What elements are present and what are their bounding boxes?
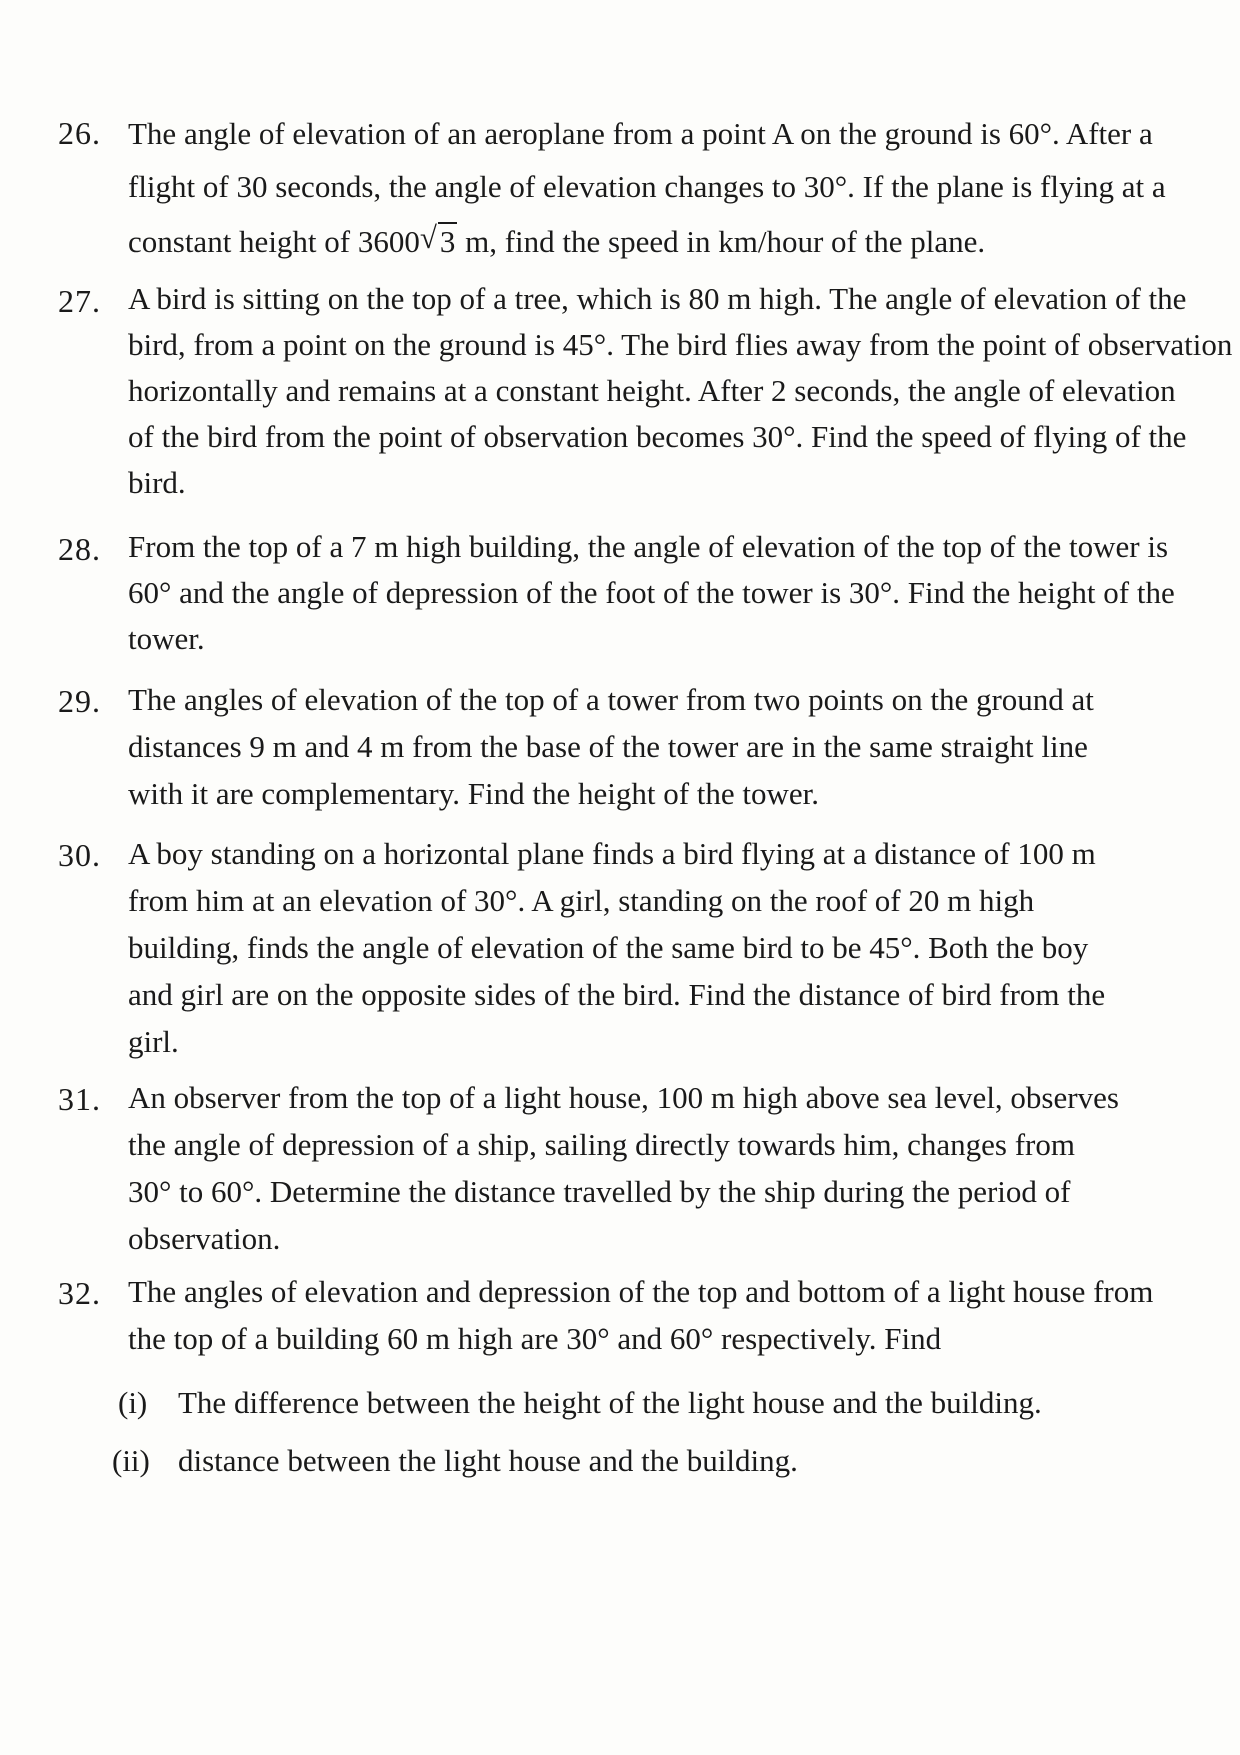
question-line: girl. — [128, 1024, 179, 1059]
question-line: the top of a building 60 m high are 30° and 60° respectively. Find — [128, 1321, 942, 1356]
question-line: A bird is sitting on the top of a tree, which is 80 m high. The angle of elevation of the — [128, 281, 1187, 316]
question-text — [128, 108, 1176, 267]
question-text — [128, 1074, 1176, 1262]
question-line: distances 9 m and 4 m from the base of the tower are in the same straight line — [128, 729, 1088, 764]
question-line: From the top of a 7 m high building, the angle of elevation of the top of the tower is — [128, 529, 1169, 564]
question-number: 26. — [58, 115, 101, 151]
question-line: bird, from a point on the ground is 45°. The bird flies away from the point of observation — [128, 327, 1233, 362]
question-line: observation. — [128, 1221, 281, 1256]
question-line: of the bird from the point of observation becomes 30°. Find the speed of flying of the — [128, 419, 1187, 454]
part-label: (ii) — [112, 1443, 150, 1478]
question-line: A boy standing on a horizontal plane finds a bird flying at a distance of 100 m — [128, 836, 1096, 871]
question-line: 60° and the angle of depression of the foot of the tower is 30°. Find the height of the — [128, 575, 1175, 610]
question-number: 27. — [58, 283, 101, 319]
question-text — [128, 1268, 1176, 1362]
question-line: An observer from the top of a light house, 100 m high above sea level, observes — [128, 1080, 1119, 1115]
question-number: 29. — [58, 683, 101, 719]
question-line: 30° to 60°. Determine the distance travelled by the ship during the period of — [128, 1174, 1071, 1209]
part-text: The difference between the height of the light house and the building. — [178, 1385, 1042, 1420]
question-number: 30. — [58, 837, 101, 873]
question-text — [128, 524, 1176, 662]
part-label: (i) — [118, 1385, 148, 1420]
question-line: tower. — [128, 621, 205, 656]
question-32-part-i — [0, 1378, 1240, 1428]
square-root-symbol — [420, 216, 458, 267]
question-line — [128, 216, 1176, 267]
question-line: The angles of elevation and depression of the top and bottom of a light house from — [128, 1274, 1154, 1309]
question-line: The angle of elevation of an aeroplane from a point A on the ground is 60°. After a — [128, 116, 1153, 151]
question-text — [128, 276, 1233, 506]
question-line: the angle of depression of a ship, sailing directly towards him, changes from — [128, 1127, 1075, 1162]
question-line: horizontally and remains at a constant height. After 2 seconds, the angle of elevation — [128, 373, 1176, 408]
question-line-post: m, find the speed in km/hour of the plane. — [457, 224, 986, 259]
square-root-radicand: 3 — [439, 224, 456, 259]
question-32-part-ii — [0, 1436, 1240, 1486]
question-line: The angles of elevation of the top of a tower from two points on the ground at — [128, 682, 1094, 717]
part-text: distance between the light house and the building. — [178, 1443, 798, 1478]
question-line: from him at an elevation of 30°. A girl, standing on the roof of 20 m high — [128, 883, 1035, 918]
question-text — [128, 830, 1176, 1065]
question-text — [128, 676, 1176, 817]
question-line: with it are complementary. Find the height of the tower. — [128, 776, 820, 811]
question-number: 28. — [58, 531, 101, 567]
question-number: 31. — [58, 1081, 101, 1117]
question-line-pre: constant height of 3600 — [128, 224, 420, 259]
question-line: bird. — [128, 465, 186, 500]
question-number: 32. — [58, 1275, 101, 1311]
question-line: building, finds the angle of elevation of the same bird to be 45°. Both the boy — [128, 930, 1089, 965]
question-line: and girl are on the opposite sides of the bird. Find the distance of bird from the — [128, 977, 1106, 1012]
question-line: flight of 30 seconds, the angle of elevation changes to 30°. If the plane is flying at a — [128, 169, 1166, 204]
